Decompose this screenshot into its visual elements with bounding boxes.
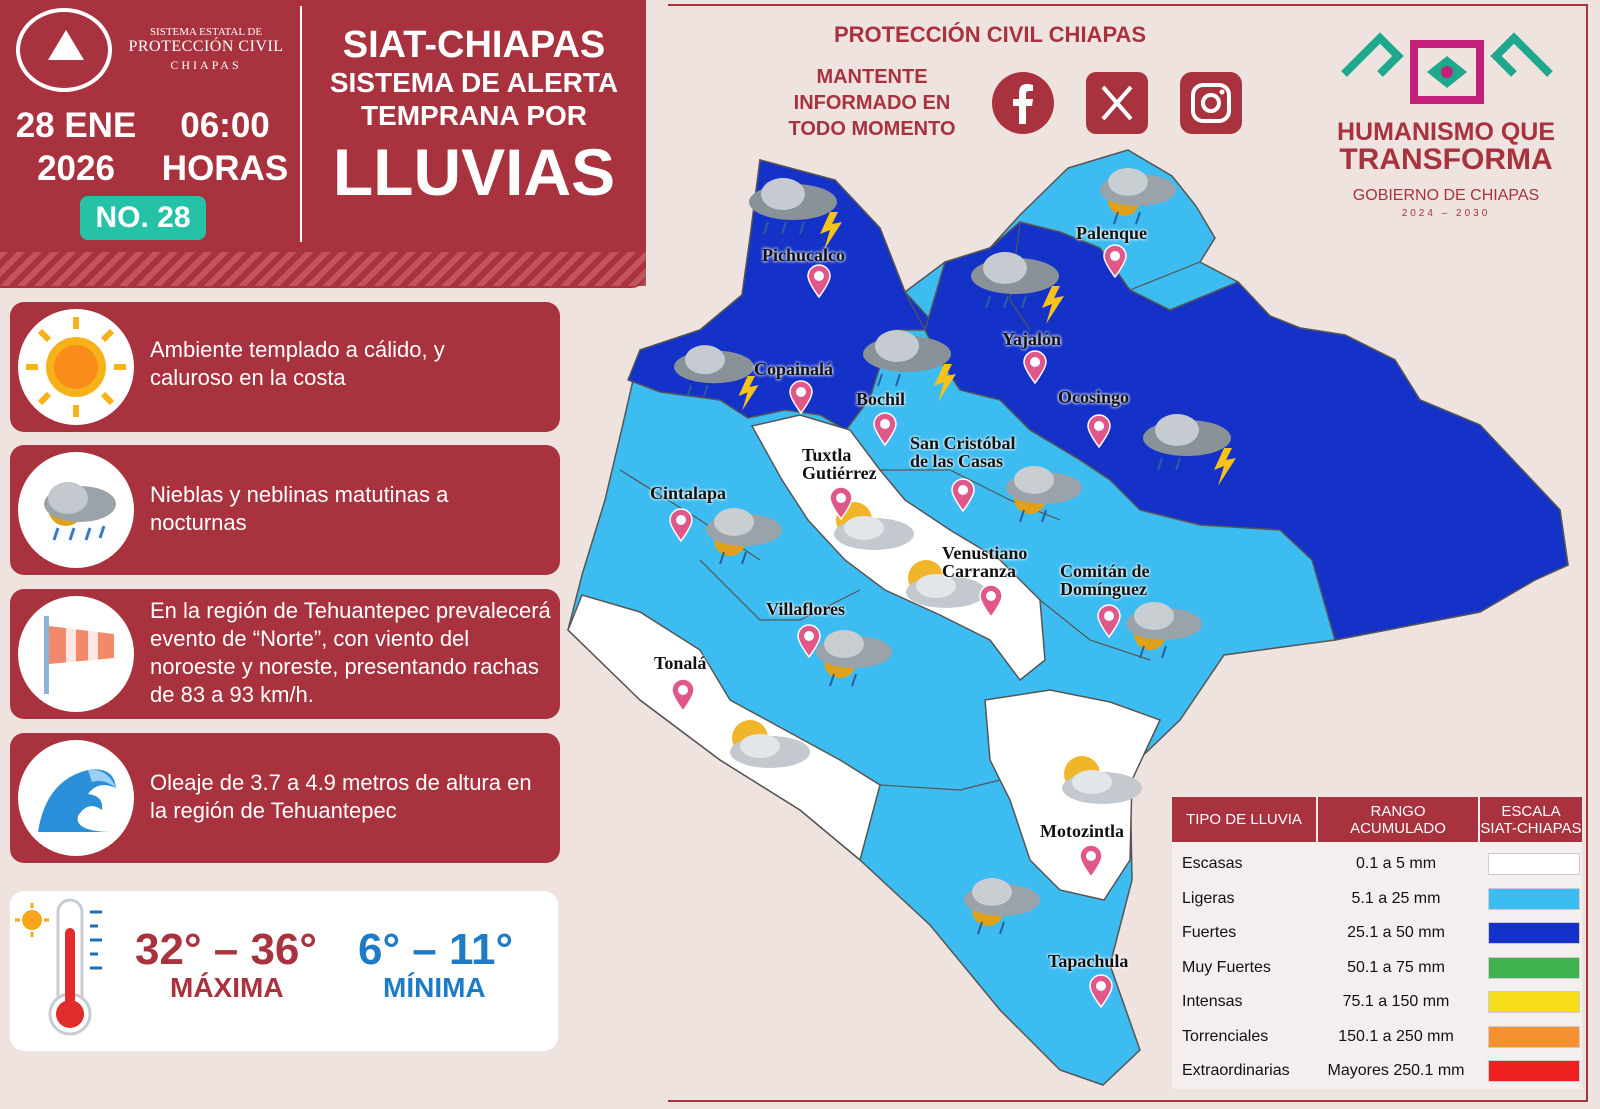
city-label-venustiano-carranza [942,544,1027,580]
min-temperature: 6° – 11° [358,925,514,974]
location-pin-icon [806,264,832,303]
title-line3: TEMPRANA POR [360,100,588,131]
time-value: 06:00 [180,106,270,145]
legend-type-name: Extraordinarias [1182,1062,1290,1079]
storm-cloud-icon [664,338,764,419]
legend-color-swatch [1488,922,1580,944]
legend-header-scale-line2: SIAT-CHIAPAS [1480,820,1582,837]
sancris-line1: San Cristóbal [910,433,1016,453]
title-siat: SIAT-CHIAPAS [342,24,606,66]
city-label-palenque: Palenque [1076,223,1148,243]
city-label-tuxtla [802,446,877,482]
sancris-line2: de las Casas [910,451,1004,471]
gobierno-name: GOBIERNO DE CHIAPAS [1352,187,1540,204]
legend-header-range-line2: ACUMULADO [1350,820,1446,837]
location-pin-icon [796,624,822,663]
time-unit: HORAS [161,149,289,188]
legend-type-name: Ligeras [1182,889,1235,907]
venustiano-line1: Venustiano [942,543,1028,563]
location-pin-icon [788,380,814,419]
sun-cloud-rain-icon [948,870,1048,945]
legend-row [1172,847,1582,881]
legend-range: 25.1 a 50 mm [1347,924,1445,941]
legend-color-swatch [1488,957,1580,979]
title-lluvias: LLUVIAS [332,135,616,209]
sun-cloud-rain-icon [1110,594,1210,669]
comitan-line1: Comitán de [1060,561,1150,581]
legend-header-range-line1: RANGO [1370,803,1426,820]
slogan-line1: HUMANISMO QUE [1336,118,1556,146]
date-year: 2026 [37,149,115,188]
legend-header-scale [1480,797,1582,842]
legend-color-swatch [1488,888,1580,910]
legend-color-swatch [1488,991,1580,1013]
location-pin-icon [1022,350,1048,389]
card-text: Oleaje de 3.7 a 4.9 metros de altura en la región de Tehuantepec [150,770,532,823]
legend-type-name: Torrenciales [1182,1027,1269,1045]
max-temperature: 32° – 36° [135,925,317,974]
legend-row [1172,985,1582,1019]
city-label-tonala: Tonalá [654,653,707,673]
legend-color-swatch [1488,1026,1580,1048]
legend-type-name: Escasas [1182,855,1243,872]
city-label-yajalon: Yajalón [1002,329,1062,349]
legend-header-scale-line1: ESCALA [1501,803,1561,820]
city-label-tapachula: Tapachula [1048,951,1129,971]
sun-cloud-rain-icon [690,500,790,575]
legend-row [1172,1020,1582,1054]
location-pin-icon [828,486,854,525]
storm-cloud-icon [1132,408,1242,493]
location-pin-icon [1096,604,1122,643]
storm-cloud-icon [960,246,1070,331]
location-pin-icon [1078,844,1104,883]
location-pin-icon [1102,244,1128,283]
legend-range: 150.1 a 250 mm [1338,1027,1454,1045]
city-label-comitan [1060,562,1150,598]
sun-cloud-icon [714,712,814,781]
city-label-cintalapa: Cintalapa [650,483,727,503]
legend-row [1172,951,1582,985]
legend-range: Mayores 250.1 mm [1327,1062,1465,1079]
org-name-line1: SISTEMA ESTATAL DE [149,26,263,38]
gobierno-period: 2024 – 2030 [1401,208,1491,219]
location-pin-icon [950,478,976,517]
city-label-pichucalco: Pichucalco [762,245,845,265]
legend-type-name: Muy Fuertes [1182,958,1271,976]
location-pin-icon [1088,974,1114,1013]
comitan-line2: Domínguez [1060,579,1147,599]
city-label-copainala: Copainalá [754,359,834,379]
legend-range: 50.1 a 75 mm [1347,958,1445,976]
title-line2: SISTEMA DE ALERTA [329,67,619,98]
tuxtla-line1: Tuxtla [802,445,852,465]
slogan-line2: TRANSFORMA [1339,143,1553,176]
org-name-line2: PROTECCIÓN CIVIL [128,38,284,55]
location-pin-icon [1086,414,1112,453]
rain-legend [1172,797,1582,1089]
card-text: Ambiente templado a cálido, y caluroso en la costa [150,337,445,390]
legend-row [1172,916,1582,950]
city-label-motozintla: Motozintla [1040,821,1124,841]
max-temperature-label: MÁXIMA [170,972,284,1003]
card-text: En la región de Tehuantepec prevalecerá evento de “Norte”, con viento del noroeste y noreste, presentando rachas de 83 a 93 km/h. [150,598,551,707]
date-day-month: 28 ENE [15,106,137,145]
sun-cloud-icon [1046,748,1146,817]
legend-range: 5.1 a 25 mm [1351,889,1441,907]
legend-color-swatch [1488,853,1580,875]
tuxtla-line2: Gutiérrez [802,463,877,483]
city-label-bochil: Bochil [856,389,906,409]
bulletin-number-badge: NO. 28 [80,196,206,240]
card-text: Nieblas y neblinas matutinas a nocturnas [150,482,449,535]
city-label-villaflores: Villaflores [766,599,845,619]
legend-range: 0.1 a 5 mm [1355,855,1437,872]
city-label-ocosingo: Ocosingo [1058,387,1130,407]
legend-color-swatch [1488,1060,1580,1082]
min-temperature-label: MÍNIMA [383,972,486,1003]
location-pin-icon [978,584,1004,623]
location-pin-icon [670,678,696,717]
venustiano-line2: Carranza [942,561,1016,581]
legend-type-name: Intensas [1182,993,1243,1010]
org-name-line3: CHIAPAS [170,58,242,72]
legend-header-range [1318,797,1478,842]
location-pin-icon [872,412,898,451]
legend-row [1172,1054,1582,1088]
location-pin-icon [668,508,694,547]
city-label-san-cristobal [910,434,1016,470]
legend-type-name: Fuertes [1182,924,1237,941]
legend-range: 75.1 a 150 mm [1342,993,1450,1010]
legend-row [1172,882,1582,916]
stay-informed-text: MANTENTE INFORMADO EN TODO MOMENTO [788,66,956,140]
org-heading: PROTECCIÓN CIVIL CHIAPAS [833,22,1147,47]
legend-header-type: TIPO DE LLUVIA [1172,797,1316,842]
